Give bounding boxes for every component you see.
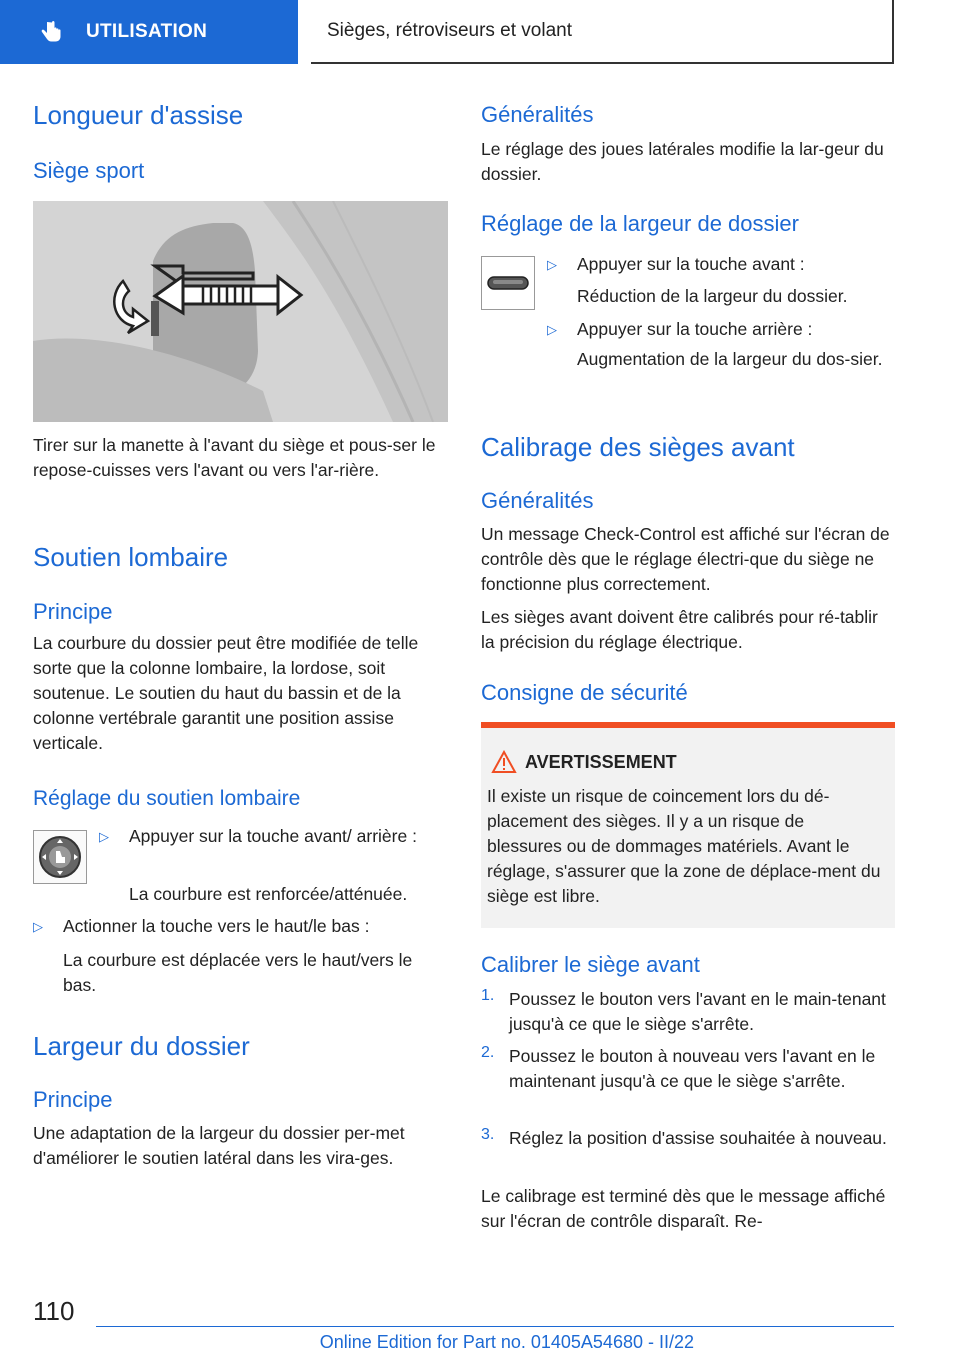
heading-calibrer: Calibrer le siège avant xyxy=(481,952,700,977)
heading-calibrage: Calibrage des sièges avant xyxy=(481,432,795,462)
seat-photo xyxy=(33,201,448,422)
seat-illustration xyxy=(33,201,448,422)
chapter-title: Sièges, rétroviseurs et volant xyxy=(327,20,573,41)
paragraph-tirer: Tirer sur la manette à l'avant du siège et pous-ser le repose-cuisses vers l'avant ou vers l'ar-rière. xyxy=(33,435,436,480)
width-button-icon xyxy=(485,268,531,298)
paragraph-generalites-2a: Un message Check-Control est affiché sur l'écran de contrôle dès que le réglage électri-que du siège ne fonctionne plus correctement. xyxy=(481,524,890,594)
warning-text: Il existe un risque de coincement lors du dé-placement des sièges. Il y a un risque de blessures ou de dommages matériels. Avant le réglage, s'assurer que la zone de déplace-ment du siège est libre. xyxy=(487,786,881,906)
bullet-result: La courbure est déplacée vers le haut/vers le bas. xyxy=(63,950,413,995)
paragraph-generalites-2b: Les sièges avant doivent être calibrés pour ré-tablir la précision du réglage électrique. xyxy=(481,607,878,652)
heading-longueur: Longueur d'assise xyxy=(33,100,244,130)
heading-reglage-largeur: Réglage de la largeur de dossier xyxy=(481,211,799,236)
list-item: 2. Poussez le bouton à nouveau vers l'avant en le maintenant jusqu'à ce que le siège s'arrête. xyxy=(481,1044,895,1094)
heading-generalites-1: Généralités xyxy=(481,102,594,127)
triangle-bullet-icon: ▷ xyxy=(99,829,109,844)
lumbar-control-image xyxy=(33,830,87,884)
list-item: ▷ Actionner la touche vers le haut/le bas : xyxy=(33,914,448,939)
step-number: 2. xyxy=(481,1044,495,1061)
heading-reglage-soutien: Réglage du soutien lombaire xyxy=(33,787,301,810)
bullet-result: La courbure est renforcée/atténuée. xyxy=(129,884,408,904)
list-item: ▷ Appuyer sur la touche arrière : xyxy=(547,317,895,342)
heading-principe-1: Principe xyxy=(33,599,113,624)
list-item: 3. Réglez la position d'assise souhaitée à nouveau. xyxy=(481,1126,895,1151)
section-tab xyxy=(0,0,298,64)
paragraph-fin: Le calibrage est terminé dès que le message affiché sur l'écran de contrôle disparaît. Re- xyxy=(481,1186,886,1231)
heading-generalites-2: Généralités xyxy=(481,488,594,513)
bullet-result: Réduction de la largeur du dossier. xyxy=(577,286,848,306)
list-item: 1. Poussez le bouton vers l'avant en le main-tenant jusqu'à ce que le siège s'arrête. xyxy=(481,987,895,1037)
width-control-image xyxy=(481,256,535,310)
warning-box xyxy=(481,722,895,928)
section-title: UTILISATION xyxy=(86,21,208,42)
footer-edition: Online Edition for Part no. 01405A54680 - II/22 xyxy=(319,1332,694,1352)
triangle-bullet-icon: ▷ xyxy=(547,322,557,337)
paragraph-generalites-1: Le réglage des joues latérales modifie la lar-geur du dossier. xyxy=(481,139,884,184)
heading-soutien: Soutien lombaire xyxy=(33,542,229,572)
paragraph-principe-2: Une adaptation de la largeur du dossier per-met d'améliorer le soutien latéral dans les vira-ges. xyxy=(33,1123,405,1168)
paragraph-principe-1: La courbure du dossier peut être modifiée de telle sorte que la colonne lombaire, la lordose, soit soutenue. Le soutien du haut du bassin et de la colonne vertébrale garantit une position assise verticale. xyxy=(33,633,419,753)
hand-pointer-icon xyxy=(38,19,64,45)
warning-title: AVERTISSEMENT xyxy=(525,752,677,772)
step-number: 3. xyxy=(481,1126,495,1143)
heading-siege-sport: Siège sport xyxy=(33,158,145,183)
lumbar-switch-icon xyxy=(37,834,83,880)
bullet-result: Augmentation de la largeur du dos-sier. xyxy=(577,349,883,369)
page-number: 110 xyxy=(33,1296,75,1326)
triangle-bullet-icon: ▷ xyxy=(33,919,43,934)
warning-triangle-icon xyxy=(491,750,517,774)
footer-divider xyxy=(96,1326,894,1327)
list-item: ▷ Appuyer sur la touche avant/ arrière : xyxy=(99,824,449,849)
heading-consigne: Consigne de sécurité xyxy=(481,680,688,705)
list-item: ▷ Appuyer sur la touche avant : xyxy=(547,252,895,277)
chapter-header xyxy=(311,0,894,64)
heading-largeur: Largeur du dossier xyxy=(33,1031,250,1061)
heading-principe-2: Principe xyxy=(33,1087,113,1112)
step-number: 1. xyxy=(481,987,495,1004)
triangle-bullet-icon: ▷ xyxy=(547,257,557,272)
